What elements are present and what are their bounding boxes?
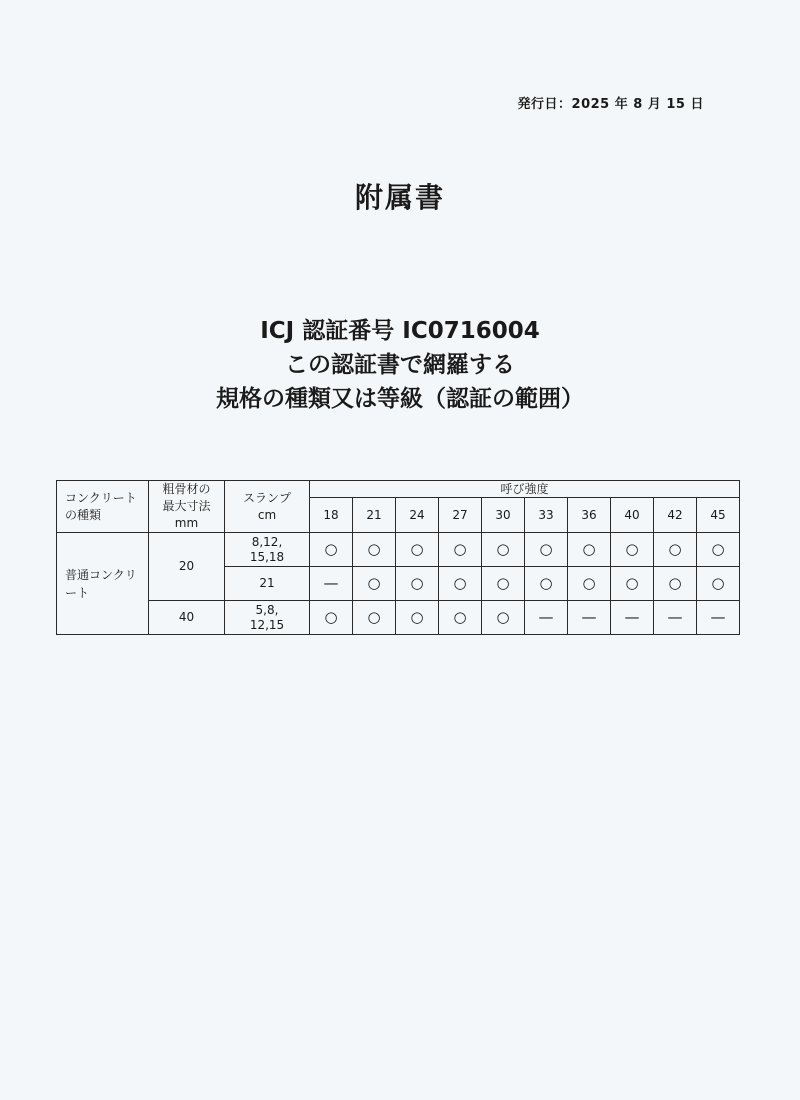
strength-mark: ○ [654,567,697,601]
document-title: 附属書 [354,181,445,214]
strength-mark: ○ [568,567,611,601]
strength-mark: — [525,601,568,635]
strength-mark: ○ [525,533,568,567]
strength-mark: ○ [611,533,654,567]
strength-mark: ○ [482,533,525,567]
header-aggregate-size: 粗骨材の最大寸法 mm [149,481,225,533]
strength-value: 42 [654,498,697,533]
aggregate-size-cell: 20 [149,533,225,601]
heading-line-certification-number: ICJ 認証番号 IC0716004 [260,318,540,344]
issue-date: 発行日：2025 年 8 月 15 日 [517,97,704,112]
strength-value: 33 [525,498,568,533]
strength-mark: ○ [439,567,482,601]
scope-heading [0,314,800,416]
strength-mark: ○ [396,533,439,567]
strength-mark: ○ [396,601,439,635]
strength-value: 24 [396,498,439,533]
strength-mark: ○ [310,601,353,635]
strength-mark: — [568,601,611,635]
strength-value: 21 [353,498,396,533]
strength-mark: — [697,601,740,635]
strength-mark: ○ [353,567,396,601]
aggregate-size-cell: 40 [149,601,225,635]
heading-line-scope: 規格の種類又は等級（認証の範囲） [216,386,584,412]
strength-value: 45 [697,498,740,533]
strength-value: 27 [439,498,482,533]
strength-mark: ○ [353,601,396,635]
strength-mark: ○ [482,601,525,635]
strength-mark: ○ [654,533,697,567]
header-nominal-strength: 呼び強度 [310,481,740,498]
slump-cell: 5,8, 12,15 [225,601,310,635]
strength-value: 40 [611,498,654,533]
slump-cell: 8,12, 15,18 [225,533,310,567]
header-slump: スランプ cm [225,481,310,533]
strength-mark: — [654,601,697,635]
strength-mark: ○ [697,533,740,567]
certification-scope-table [56,480,740,635]
concrete-type-cell: 普通コンクリート [57,533,149,635]
strength-value: 30 [482,498,525,533]
header-concrete-type: コンクリートの種類 [57,481,149,533]
slump-cell: 21 [225,567,310,601]
strength-value: 18 [310,498,353,533]
strength-mark: ○ [568,533,611,567]
strength-mark: ○ [439,601,482,635]
strength-mark: — [310,567,353,601]
strength-mark: ○ [439,533,482,567]
strength-mark: ○ [353,533,396,567]
strength-mark: ○ [482,567,525,601]
strength-mark: ○ [525,567,568,601]
strength-value: 36 [568,498,611,533]
strength-mark: — [611,601,654,635]
strength-mark: ○ [396,567,439,601]
strength-mark: ○ [310,533,353,567]
strength-mark: ○ [611,567,654,601]
heading-line-coverage: この認証書で網羅する [285,352,515,378]
strength-mark: ○ [697,567,740,601]
table-row [57,601,740,635]
table-row [57,533,740,567]
